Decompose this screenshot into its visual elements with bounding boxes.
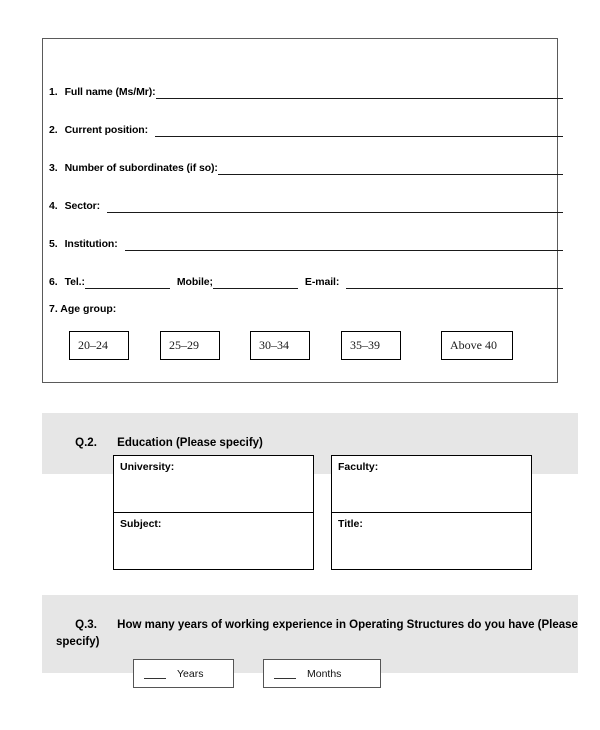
age-option-above-40[interactable]: Above 40 — [441, 331, 513, 360]
field-subordinates — [43, 159, 583, 175]
field-subordinates-label: 3. — [49, 162, 58, 174]
field-institution — [43, 235, 583, 251]
education-cell-subject[interactable]: Subject: — [120, 517, 162, 530]
experience-months-blank[interactable] — [274, 669, 296, 679]
age-option-35-39[interactable]: 35–39 — [341, 331, 401, 360]
field-contact — [43, 273, 583, 289]
age-option-20-24[interactable]: 20–24 — [69, 331, 129, 360]
experience-years-label: Years — [177, 667, 204, 680]
field-sector — [43, 197, 583, 213]
education-cell-faculty[interactable]: Faculty: — [332, 456, 531, 513]
field-subordinates-text: Number of subordinates (if so): — [64, 162, 218, 174]
education-cell-university[interactable]: University: — [114, 456, 313, 513]
field-full-name — [43, 83, 583, 99]
field-full-name-label: 1. — [49, 86, 58, 98]
q2-title: Education (Please specify) — [117, 437, 263, 449]
experience-years-box[interactable] — [133, 659, 234, 688]
field-full-name-text: Full name (Ms/Mr): — [64, 86, 156, 98]
field-current-position — [43, 121, 583, 137]
experience-years-blank[interactable] — [144, 669, 166, 679]
personal-details-panel — [42, 38, 558, 383]
field-sector-label: 4. — [49, 200, 58, 212]
age-option-30-34[interactable]: 30–34 — [250, 331, 310, 360]
education-tables — [113, 455, 525, 570]
age-group-heading — [49, 303, 116, 315]
field-sector-text: Sector: — [64, 200, 101, 212]
age-group-options — [69, 331, 539, 361]
field-email-input-line[interactable] — [346, 277, 563, 289]
field-sector-input-line[interactable] — [107, 201, 563, 213]
education-cell-title[interactable]: Title: — [338, 517, 363, 530]
education-table-left — [113, 455, 314, 570]
q3-number: Q.3. — [75, 619, 97, 631]
field-tel-label: Tel.: — [64, 276, 85, 288]
field-institution-label: 5. — [49, 238, 58, 250]
age-group-label: Age group: — [60, 303, 117, 315]
field-institution-text: Institution: — [64, 238, 118, 250]
field-current-position-label: 2. — [49, 124, 58, 136]
field-mobile-input-line[interactable] — [213, 277, 298, 289]
experience-months-label: Months — [307, 667, 342, 680]
experience-inputs — [133, 659, 383, 689]
field-current-position-input-line[interactable] — [155, 125, 563, 137]
field-subordinates-input-line[interactable] — [218, 163, 563, 175]
field-institution-input-line[interactable] — [125, 239, 563, 251]
education-table-right — [331, 455, 532, 570]
field-full-name-input-line[interactable] — [156, 87, 563, 99]
field-contact-number: 6. — [49, 276, 58, 288]
q2-number: Q.2. — [75, 437, 97, 449]
field-current-position-text: Current position: — [64, 124, 149, 136]
field-tel-input-line[interactable] — [85, 277, 170, 289]
age-group-number: 7. — [49, 303, 58, 315]
field-mobile-label: Mobile; — [176, 276, 213, 288]
field-email-label: E-mail: — [304, 276, 340, 288]
experience-months-box[interactable] — [263, 659, 381, 688]
age-option-25-29[interactable]: 25–29 — [160, 331, 220, 360]
q3-title: How many years of working experience in Operating Structures do you have (Please specify) — [56, 619, 582, 648]
